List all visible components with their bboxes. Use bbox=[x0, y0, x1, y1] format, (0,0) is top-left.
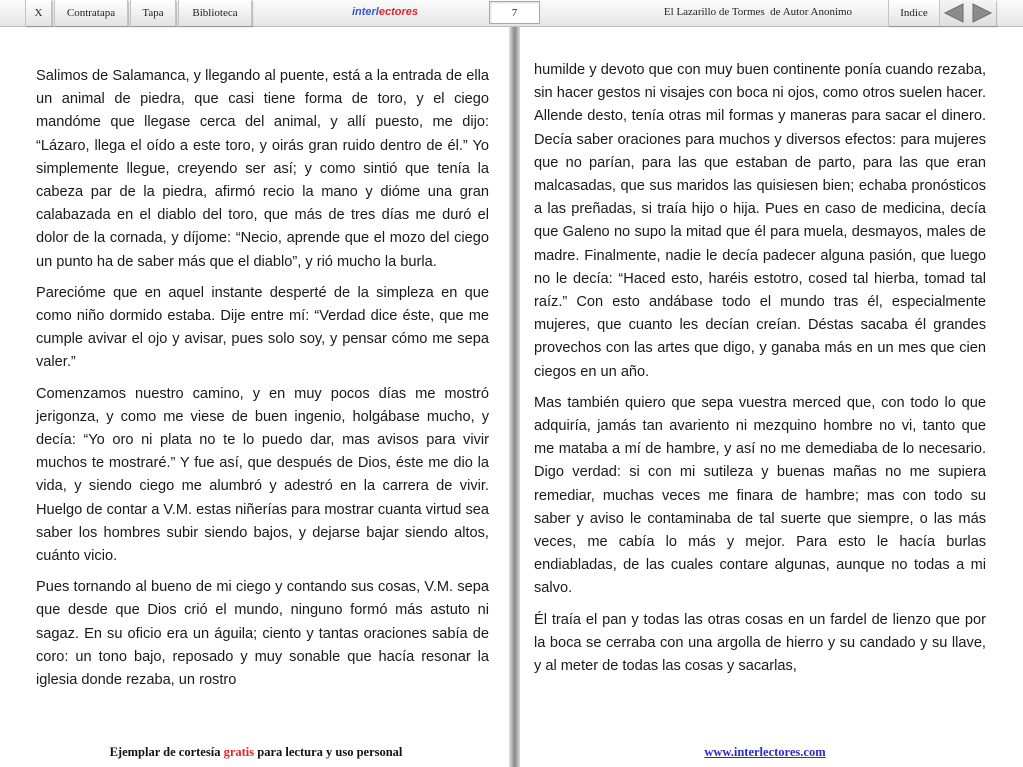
page-number-field[interactable]: 7 bbox=[489, 1, 540, 24]
logo-text-part1: interl bbox=[351, 6, 379, 18]
paragraph: humilde y devoto que con muy buen continente ponía cuando rezaba, sin hacer gestos ni visajes con boca ni ojos, como otros suelen hacer. Allende desto, tenía otras mil formas y maneras para sacar el dinero. Decía saber oraciones para muchos y diversos efectos: para mujeres que no parían, para las que estaban de parto, para las que eran malcasadas, que sus maridos las quisiesen bien; echaba pronósticos a las preñadas, si traía hijo o hija. Pues en caso de medicina, decía que Galeno no supo la mitad que él para muela, desmayos, males de madre. Finalmente, nadie le decía padecer alguna pasión, que luego no le decía: “Haced esto, haréis estotro, cosed tal hierba, tomad tal raíz.” Con esto andábase todo el mundo tras él, especialmente mujeres, que cuanto les decían creían. Déstas sacaba él grandes provechos con las artes que digo, y ganaba más en un mes que cien ciegos en un año. bbox=[534, 62, 986, 380]
paragraph: Él traía el pan y todas las otras cosas en un fardel de lienzo que por la boca se cerraba con una argolla de hierro y su candado y su llave, y al meter de todas las cosas y sacarlas, bbox=[534, 611, 986, 675]
book-spine-gutter bbox=[509, 27, 520, 767]
cover-button[interactable]: Tapa bbox=[130, 0, 176, 26]
triangle-left-icon bbox=[943, 3, 965, 23]
paragraph: Salimos de Salamanca, y llegando al puente, está a la entrada de ella un animal de piedra, que casi tiene forma de toro, y el ciego mandóme que llegase cerca del animal, y allí puesto, me dijo: “Lázaro, llega el oído a este toro, y oirás gran ruido dentro de él.” Yo simplemente llegue, creyendo ser así; y como sintió que tenía la cabeza par de la piedra, afirmó recio la mano y dióme una gran calabazada en el diablo del toro, que más de tres días me duró el dolor de la cornada, y díjome: “Necio, aprende que el mozo del ciego un punto ha de saber más que el diablo”, y rió mucho la burla. bbox=[36, 68, 489, 270]
interlectores-logo bbox=[330, 6, 440, 18]
previous-page-button[interactable] bbox=[940, 0, 968, 26]
close-button[interactable]: X bbox=[25, 0, 52, 26]
courtesy-notice bbox=[36, 745, 476, 760]
courtesy-text-2: para lectura y uso personal bbox=[254, 745, 403, 759]
courtesy-text-1: Ejemplar de cortesía bbox=[109, 745, 224, 759]
right-page-text bbox=[534, 59, 986, 686]
index-button[interactable]: Indice bbox=[888, 0, 940, 26]
courtesy-text-free: gratis bbox=[223, 745, 255, 759]
paragraph: Comenzamos nuestro camino, y en muy pocos días me mostró jerigonza, y como me viese de buen ingenio, holgábase mucho, y decía: “Yo oro ni plata no te lo puedo dar, mas avisos para vivir muchos te mostraré.” Y fue así, que después de Dios, éste me dio la vida, y siendo ciego me alumbró y adestró en la carrera de vivir. Huelgo de contar a V.M. estas niñerías para mostrar cuanta virtud sea saber los hombres subir siendo bajos, y dejarse bajar siendo altos, cuánto vicio. bbox=[36, 385, 489, 565]
book-title: El Lazarillo de Tormes de Autor Anonimo bbox=[663, 6, 853, 18]
paragraph: Pues tornando al bueno de mi ciego y contando sus cosas, V.M. sepa que desde que Dios crió el mundo, ninguno formó más astuto ni sagaz. En su oficio era un águila; ciento y tantas oraciones sabía de coro: un tono bajo, reposado y muy sonable que hacía resonar la iglesia donde rezaba, un rostro bbox=[36, 579, 489, 689]
triangle-right-icon bbox=[971, 3, 993, 23]
next-page-button[interactable] bbox=[968, 0, 996, 26]
website-link[interactable]: www.interlectores.com bbox=[704, 745, 826, 759]
paragraph: Parecióme que en aquel instante desperté de la simpleza en que como niño dormido estaba. Dije entre mí: “Verdad dice éste, que me cumple avivar el ojo y avisar, pues solo soy, y pensar cómo me sepa valer.” bbox=[36, 284, 489, 371]
paragraph: Mas también quiero que sepa vuestra merced que, con todo lo que adquiría, jamás tan avariento ni mezquino hombre no vi, tanto que me mataba a mí de hambre, y así no me demediaba de lo necesario. Digo verdad: si con mi sutileza y buenas mañas no me supiera remediar, muchas veces me finara de hambre; mas con todo su saber y aviso le contaminaba de tal suerte que siempre, o las más veces, me cabía lo más y mejor. Para esto le hacía burlas endiabladas, de las cuales contare algunas, aunque no todas a mi salvo. bbox=[534, 394, 986, 597]
logo-text-part2: ectores bbox=[378, 6, 419, 18]
top-toolbar bbox=[0, 0, 1023, 27]
back-cover-button[interactable]: Contratapa bbox=[54, 0, 128, 26]
library-button[interactable]: Biblioteca bbox=[178, 0, 252, 26]
left-page-text bbox=[36, 65, 489, 700]
